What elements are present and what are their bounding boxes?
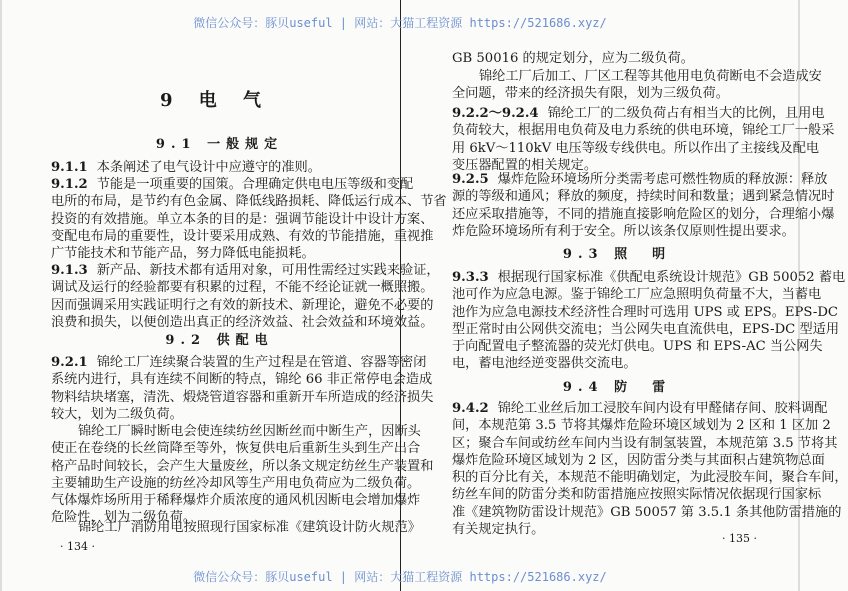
page-number-right: · 135 · [722,532,757,545]
line-text: GB 50016 的规定划分，应为二级负荷。 [452,51,694,66]
line-text: 格产品时间较长，会产生大量废丝，所以条文规定纺丝生产装置和 [51,458,434,474]
line-text: 锦纶工厂消防用电按照现行国家标准《建筑设计防火规范》 [78,520,421,535]
line-text: 区；聚合车间或纺丝车间内当设有制氢装置，本规范第 3.5 节将其 [452,435,838,451]
line-text: 全问题，带来的经济损失有限，划为三级负荷。 [452,86,729,102]
clause-number: 9.3.3 [452,270,489,285]
line-text: 根据现行国家标准《供配电系统设计规范》GB 50052 蓄电 [497,270,846,285]
text-line [452,68,822,85]
text-line [51,458,434,475]
line-text: 有关规定执行。 [452,522,545,538]
text-line [51,262,440,279]
line-text: 源的等级和通风；释放的频度，持续时间和数量；遇到紧急情况时 [452,189,835,205]
paragraph-fire-load [51,519,421,536]
line-text: 用 6kV～110kV 电压等级专线供电。所以作出了主接线及配电 [452,140,820,156]
text-line [452,140,820,157]
text-line [51,193,447,210]
watermark-bottom: 微信公众号：豚贝useful | 网站：大猫工程资源 https://521686.xyz/ [193,570,607,584]
clause-number: 9.2.5 [452,172,489,187]
text-line [452,206,835,223]
line-text: 较大，划为二级负荷。 [51,406,183,422]
line-text: 因而强调采用实践证明行之有效的新技术、新理论，避免不必要的 [51,297,434,313]
text-line [51,475,421,492]
text-line [452,400,828,417]
line-text: 锦纶工业丝后加工浸胶车间内设有甲醛储存间、胶料调配 [497,401,828,416]
line-text: 于向配置电子整流器的荧光灯供电。UPS 和 EPS-AC 当公网失 [452,339,823,355]
line-text: 锦纶工厂瞬时断电会使连续纺丝因断丝而中断生产，因断头 [78,424,421,439]
page-number-left: · 134 · [60,540,95,553]
clause-9-3-3 [452,269,846,373]
text-line [452,338,823,355]
section-heading-9-3: 9.3 照 明 [562,247,672,262]
text-line [452,269,846,286]
line-text: 负荷较大，根据用电负荷及电力系统的供电环境，锦纶工厂一般采 [452,123,835,139]
line-text: 气体爆炸场所用于稀释爆炸介质浓度的通风机因断电会增加爆炸 [51,493,421,509]
line-text: 间，本规范第 3.5 节将其爆炸危险环境区域划为 2 区和 1 区加 2 [452,418,831,434]
line-text: 主要辅助生产设施的纺丝冷却风等生产用电负荷应为二级负荷。 [51,475,421,491]
clause-number: 9.4.2 [452,401,489,416]
text-line [51,354,427,371]
line-text: 还应采取措施等，不同的措施直接影响危险区的划分，合理缩小爆 [452,206,835,222]
clause-number: 9.2.1 [51,355,88,370]
line-text: 爆炸危险环境场所分类需考虑可燃性物质的释放源：释放 [497,172,828,187]
text-line [51,159,388,176]
text-line [51,389,434,406]
text-line [452,188,835,205]
paragraph-spinning-load [51,423,434,527]
line-text: 使正在卷绕的长丝筒降至等外，恢复供电后重新生头到生产出合 [51,441,421,457]
text-line [51,245,388,262]
clause-9-1-3 [51,262,440,331]
clause-9-2-5 [452,171,835,240]
line-text: 电所的布局，是节约有色金属、降低线路损耗、降低运行成本、节省 [51,194,447,210]
text-line [51,492,421,509]
text-line [51,211,434,228]
clause-number: 9.1.1 [51,160,88,175]
line-text: 型正常时由公网供交流电；当公网失电直流供电，EPS-DC 型适用 [452,321,840,337]
text-line [51,228,434,245]
line-text: 积的百分比有关，本规范不能明确划定，为此浸胶车间，聚合车间， [452,470,848,486]
line-text: 变配电布局的重要性，设计要采用成熟、有效的节能措施，重视推 [51,228,434,244]
line-text: 调试及运行的经验都要有积累的过程，不能不经论证就一概照搬。 [51,280,434,296]
text-line [452,50,782,67]
text-line [452,469,848,486]
line-text: 锦纶工厂连续聚合装置的生产过程是在管道、容器等密闭 [96,355,427,370]
text-line [452,355,782,372]
text-line [452,286,822,303]
text-line [51,314,434,331]
text-line [452,452,825,469]
text-line [51,519,421,536]
line-text: 炸危险环境场所有利于安全。所以该条仅原则性提出要求。 [452,223,795,239]
text-line [51,423,421,440]
text-line [452,486,822,503]
line-text: 新产品、新技术都有适用对象，可用性需经过实践来验证， [96,263,440,278]
text-line [51,371,433,388]
text-line [452,321,840,338]
line-text: 危险性，划为二级负荷。 [51,510,197,526]
text-line [51,279,434,296]
line-text: 锦纶工厂后加工、厂区工程等其他用电负荷断电不会造成安 [479,69,822,84]
text-line [51,406,388,423]
paragraph-gb50016 [452,50,782,67]
clause-number: 9.1.3 [51,263,88,278]
text-line [452,504,842,521]
line-text: 池作为应急电源技术经济性合理时可选用 UPS 或 EPS。EPS-DC [452,304,839,320]
clause-9-1-2 [51,176,447,262]
text-line [452,304,839,321]
line-text: 变压器配置的相关规定。 [452,157,598,173]
text-line [452,105,825,122]
line-text: 浪费和损失，以便创造出真正的经济效益、社会效益和环境效益。 [51,314,434,330]
line-text: 爆炸危险环境区域划为 2 区，因防雷分类与其面积占建筑物总面 [452,452,825,468]
text-line [51,440,421,457]
line-text: 锦纶工厂的二级负荷占有相当大的比例，且用电 [547,106,825,121]
text-line [51,297,434,314]
line-text: 节能是一项重要的国策。合理确定供电电压等级和变配 [96,177,414,192]
section-heading-9-1: 9.1 一般规定 [155,137,284,152]
text-line [452,417,831,434]
page-edge-left [0,0,2,591]
line-text: 系统内进行，具有连续不间断的特点，锦纶 66 非正常停电会造成 [51,372,433,388]
chapter-title: 9 电 气 [160,90,272,111]
text-line [452,223,795,240]
clause-number: 9.1.2 [51,177,88,192]
text-line [452,171,828,188]
text-line [452,122,835,139]
line-text: 投资的有效措施。单立本条的目的是：强调节能设计中设计方案、 [51,211,434,227]
clause-number: 9.2.2～9.2.4 [452,106,539,121]
watermark-top: 微信公众号：豚贝useful | 网站：大猫工程资源 https://521686.xyz/ [193,16,607,30]
line-text: 纺丝车间的防雷分类和防雷措施应按照实际情况依据现行国家标 [452,487,822,503]
clause-9-4-2 [452,400,848,538]
line-text: 准《建筑物防雷设计规范》GB 50057 第 3.5.1 条其他防雷措施的 [452,504,842,520]
text-line [51,176,414,193]
clause-9-1-1 [51,159,388,176]
line-text: 广节能技术和节能产品，努力降低电能损耗。 [51,246,315,262]
section-heading-9-4: 9.4 防 雷 [562,380,672,395]
line-text: 池可作为应急电源。鉴于锦纶工厂应急照明负荷量不大，当蓄电 [452,287,822,303]
section-heading-9-2: 9.2 供配电 [165,333,274,348]
line-text: 电，蓄电池经逆变器供交流电。 [452,356,637,372]
clause-9-2-2-to-9-2-4 [452,105,835,174]
paragraph-third-level-load [452,68,822,103]
line-text: 物料结块堵塞，清洗、煅烧管道容器和重新开车所造成的经济损失 [51,389,434,405]
line-text: 本条阐述了电气设计中应遵守的准则。 [96,160,321,175]
text-line [452,435,838,452]
text-line [452,85,782,102]
clause-9-2-1 [51,354,434,423]
